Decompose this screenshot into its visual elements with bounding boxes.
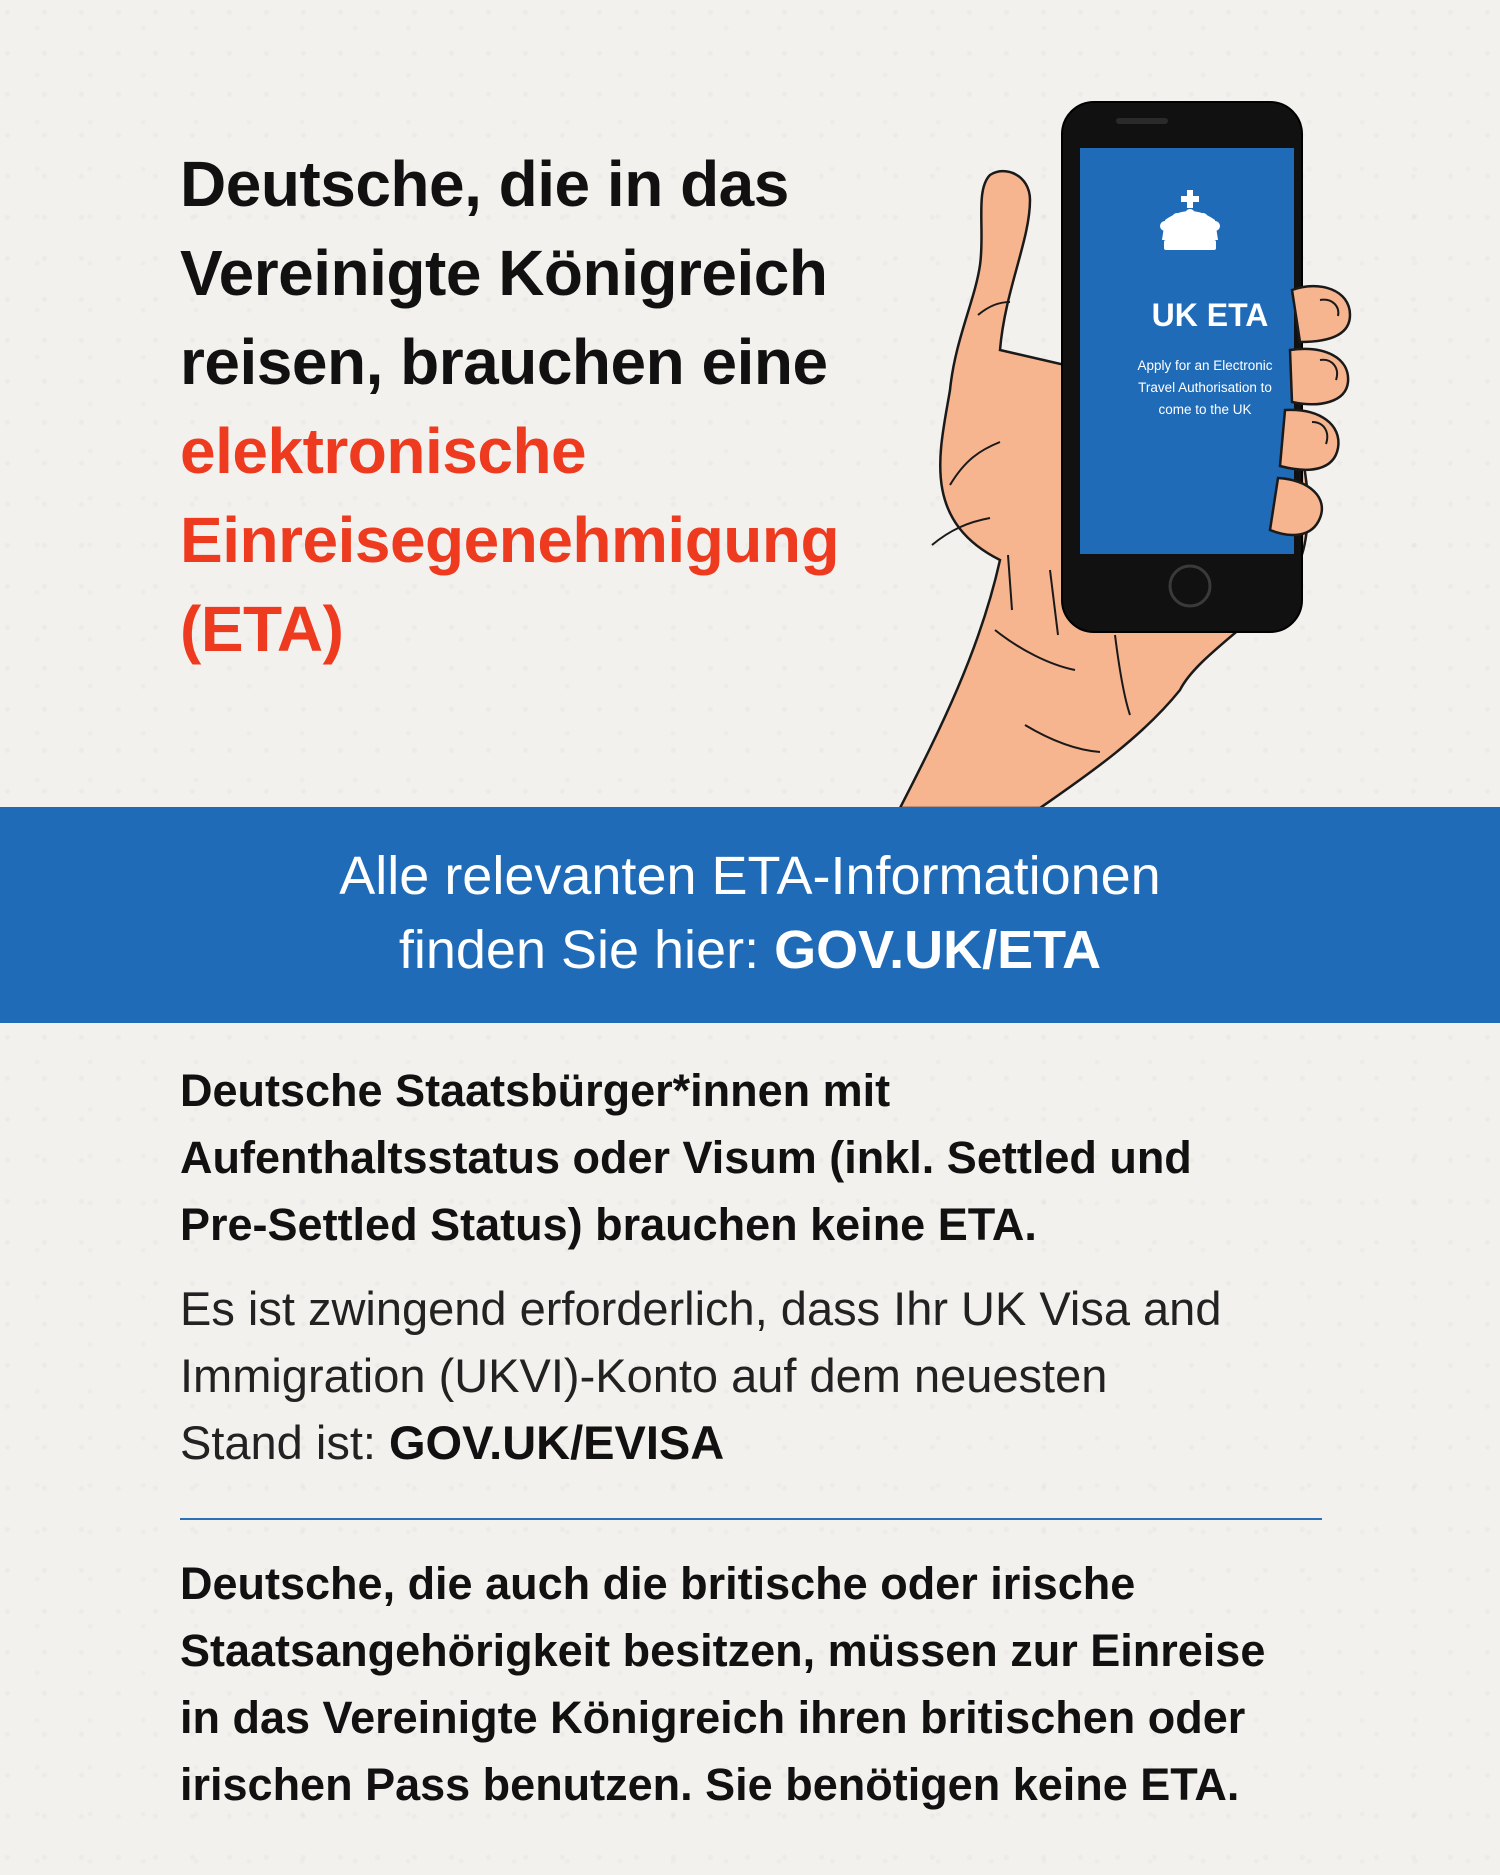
finger: [1292, 286, 1350, 342]
headline-line: Vereinigte Königreich: [180, 237, 828, 309]
info-banner: [0, 807, 1500, 1023]
text-line: in das Vereinigte Königreich ihren britischen oder: [180, 1692, 1246, 1743]
text-line: Deutsche, die auch die britische oder irische: [180, 1558, 1136, 1609]
phone-subtitle-line: Apply for an Electronic: [1137, 358, 1273, 373]
phone-screen: [1080, 148, 1294, 554]
text-prefix: Stand ist:: [180, 1416, 389, 1469]
text-line: Staatsangehörigkeit besitzen, müssen zur Einreise: [180, 1625, 1266, 1676]
banner-line: Alle relevanten ETA-Informationen: [339, 846, 1161, 906]
eta-link[interactable]: GOV.UK/ETA: [774, 920, 1102, 980]
headline-accent-line: (ETA): [180, 593, 344, 665]
text-line: Immigration (UKVI)-Konto auf dem neuesten: [180, 1349, 1108, 1402]
hand-holding-phone-illustration: [880, 90, 1400, 808]
phone-title: UK ETA: [1151, 297, 1269, 333]
banner-line: [0, 913, 1500, 987]
residency-notice: [180, 1057, 1350, 1258]
headline: [180, 140, 980, 674]
headline-accent-line: elektronische: [180, 415, 587, 487]
finger: [1290, 349, 1348, 404]
banner-prefix: finden Sie hier:: [398, 920, 775, 980]
ukvi-account-notice: [180, 1275, 1350, 1476]
phone-speaker: [1116, 118, 1168, 124]
dual-citizenship-notice: [180, 1550, 1350, 1818]
headline-line: Deutsche, die in das: [180, 148, 789, 220]
finger: [1280, 410, 1338, 470]
finger: [1270, 478, 1322, 535]
text-line: Es ist zwingend erforderlich, dass Ihr UK Visa and: [180, 1282, 1222, 1335]
phone-subtitle-line: Travel Authorisation to: [1138, 380, 1272, 395]
text-line: [180, 1409, 1350, 1476]
headline-line: reisen, brauchen eine: [180, 326, 828, 398]
headline-accent-line: Einreisegenehmigung: [180, 504, 840, 576]
phone-subtitle-line: come to the UK: [1158, 402, 1252, 417]
text-line: irischen Pass benutzen. Sie benötigen keine ETA.: [180, 1759, 1240, 1810]
section-divider: [180, 1518, 1322, 1520]
text-line: Aufenthaltsstatus oder Visum (inkl. Settled und: [180, 1132, 1192, 1183]
home-button: [1170, 566, 1210, 606]
text-line: Pre-Settled Status) brauchen keine ETA.: [180, 1199, 1037, 1250]
text-line: Deutsche Staatsbürger*innen mit: [180, 1065, 891, 1116]
evisa-link[interactable]: GOV.UK/EVISA: [389, 1416, 725, 1469]
